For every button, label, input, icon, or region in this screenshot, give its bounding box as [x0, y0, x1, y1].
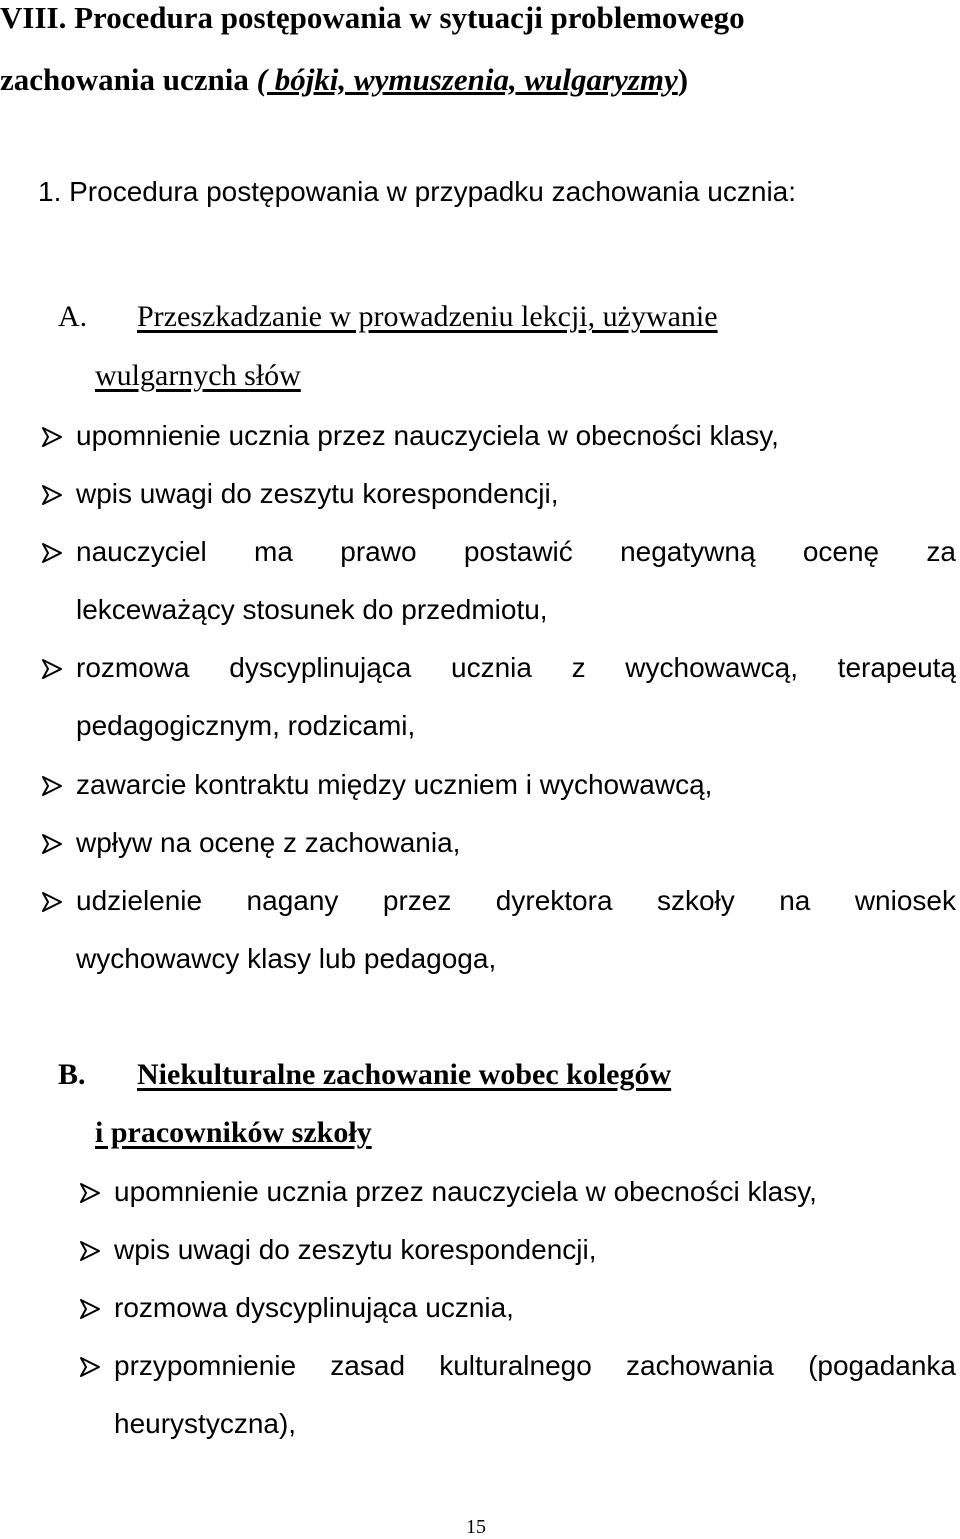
arrowhead-bullet-icon — [40, 832, 64, 856]
section-b-title-line1: Niekulturalne zachowanie wobec kolegów — [137, 1058, 672, 1091]
procedure-subheading: 1. Procedura postępowania w przypadku zachowania ucznia: — [38, 176, 797, 207]
section-a-title-line1: Przeszkadzanie w prowadzeniu lekcji, używanie — [137, 300, 718, 333]
arrowhead-bullet-icon — [78, 1355, 102, 1379]
page-number: 15 — [466, 1516, 486, 1538]
list-item: zawarcie kontraktu między uczniem i wychowawcą, — [76, 769, 713, 800]
list-item: przypomnienie zasad kulturalnego zachowania (pogadanka — [114, 1350, 956, 1381]
list-item-continuation: lekceważący stosunek do przedmiotu, — [76, 594, 548, 625]
section-heading-line2 — [0, 62, 688, 98]
list-item: rozmowa dyscyplinująca ucznia z wychowawcą, terapeutą — [76, 652, 956, 683]
list-item: wpływ na ocenę z zachowania, — [76, 827, 461, 858]
arrowhead-bullet-icon — [40, 541, 64, 565]
arrowhead-bullet-icon — [78, 1181, 102, 1205]
arrowhead-bullet-icon — [40, 425, 64, 449]
list-item-continuation: wychowawcy klasy lub pedagoga, — [76, 943, 497, 974]
list-item: wpis uwagi do zeszytu korespondencji, — [114, 1234, 597, 1265]
section-a-letter: A. — [58, 300, 88, 333]
heading-italic-text: ( bójki, wymuszenia, wulgaryzmy — [256, 62, 678, 97]
list-item: udzielenie nagany przez dyrektora szkoły na wniosek — [76, 885, 956, 916]
arrowhead-bullet-icon — [40, 890, 64, 914]
list-item: rozmowa dyscyplinująca ucznia, — [114, 1292, 514, 1323]
heading-text-suffix: ) — [677, 62, 689, 97]
heading-text: zachowania ucznia — [0, 62, 257, 97]
section-b-letter: B. — [58, 1058, 86, 1091]
section-a-title-line2: wulgarnych słów — [95, 359, 301, 392]
list-item-continuation: pedagogicznym, rodzicami, — [76, 710, 416, 741]
arrowhead-bullet-icon — [78, 1297, 102, 1321]
arrowhead-bullet-icon — [40, 774, 64, 798]
list-item: upomnienie ucznia przez nauczyciela w obecności klasy, — [114, 1176, 817, 1207]
arrowhead-bullet-icon — [40, 657, 64, 681]
arrowhead-bullet-icon — [78, 1239, 102, 1263]
arrowhead-bullet-icon — [40, 483, 64, 507]
list-item: upomnienie ucznia przez nauczyciela w obecności klasy, — [76, 420, 779, 451]
section-heading-line1: VIII. Procedura postępowania w sytuacji problemowego — [0, 0, 745, 35]
list-item: nauczyciel ma prawo postawić negatywną ocenę za — [76, 536, 956, 567]
section-b-title-line2: i pracowników szkoły — [95, 1116, 372, 1149]
list-item-continuation: heurystyczna), — [114, 1408, 297, 1439]
list-item: wpis uwagi do zeszytu korespondencji, — [76, 478, 559, 509]
